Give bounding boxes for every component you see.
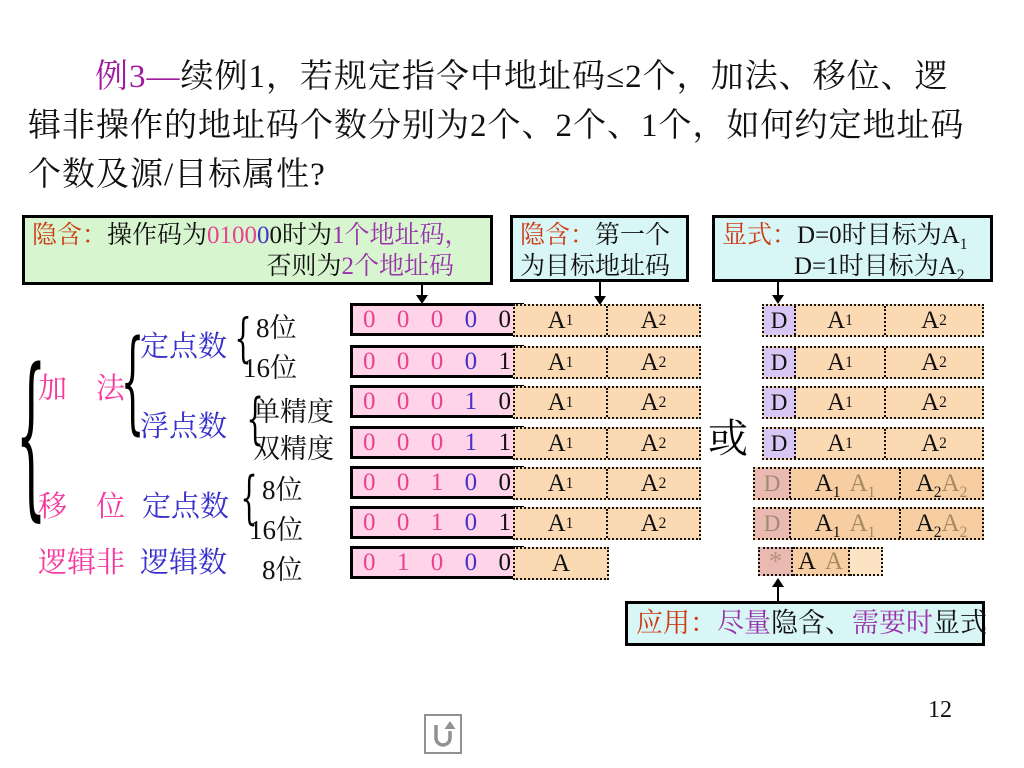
opcode-bit: 0 xyxy=(430,305,444,333)
implicit-destination-rule-box xyxy=(510,215,689,282)
rule-text: 尽量 xyxy=(717,608,771,638)
address-field: A 1 xyxy=(547,509,574,537)
rule-line xyxy=(25,220,490,251)
opcode-bit: 0 xyxy=(396,387,410,415)
opcode-bit: 0 xyxy=(498,387,511,415)
title-text: 续例1，若规定指令中地址码≤2个，加法、移位、逻 xyxy=(180,59,949,95)
address-field: A 2 xyxy=(884,388,982,417)
address-row xyxy=(513,304,701,337)
rule-text: 否则为 xyxy=(266,253,342,280)
application-rule-box xyxy=(625,601,985,646)
down-arrow-line xyxy=(599,282,601,297)
address-label: $A_2$ xyxy=(915,509,942,541)
rule-text: 第一个 xyxy=(595,222,671,249)
tree-leaf: 双精度 xyxy=(253,434,334,464)
address-field xyxy=(791,469,901,501)
rule-text: 操作码为 xyxy=(107,222,208,249)
opcode-row xyxy=(350,385,524,418)
subscript: 2 xyxy=(956,267,965,284)
address-field: A 1 xyxy=(547,348,574,376)
opcode-bit: 0 xyxy=(363,387,376,415)
rule-count: 2个地址码 xyxy=(341,253,454,280)
opcode-bit: 0 xyxy=(464,468,478,496)
address-row xyxy=(513,427,701,460)
down-arrow-line xyxy=(777,282,779,296)
opcode-bit: 0 xyxy=(363,468,376,496)
address-field: A 1 xyxy=(547,306,574,334)
tree-leaf: 16位 xyxy=(249,515,303,545)
rule-label: 隐含： xyxy=(32,222,108,249)
address-field: A xyxy=(551,549,571,577)
address-row xyxy=(513,507,701,540)
rule-line xyxy=(520,220,686,251)
brace-add: { xyxy=(120,318,145,448)
rule-text: 需要时 xyxy=(852,608,933,638)
tree-leaf: 8位 xyxy=(262,475,303,505)
opcode-black-bit: 0 xyxy=(269,222,283,249)
brace-fixed2: { xyxy=(240,465,258,532)
format-row-explicit xyxy=(762,427,984,460)
opcode-bit: 1 xyxy=(430,508,444,536)
address-field: A 2 xyxy=(606,429,699,458)
d-field: D xyxy=(764,388,796,417)
address-field: A 2 xyxy=(606,306,699,335)
rule-text: 隐含、 xyxy=(771,608,852,638)
opcode-bit: 1 xyxy=(430,468,444,496)
return-button[interactable] xyxy=(424,714,462,754)
ghost-address-label: A xyxy=(825,547,844,575)
implicit-opcode-rule-box xyxy=(22,215,493,285)
address-row xyxy=(513,386,701,419)
opcode-bit: 0 xyxy=(396,468,410,496)
star-field: * xyxy=(758,547,793,576)
ghost-address-label: $A_2$ xyxy=(941,509,968,541)
opcode-row xyxy=(350,546,524,579)
opcode-row xyxy=(350,506,524,539)
address-field: A 1 xyxy=(547,429,574,457)
ghost-d-field: D xyxy=(755,509,791,538)
opcode-row xyxy=(350,303,524,336)
ghost-address-label: $A_2$ xyxy=(941,469,968,501)
address-field: A 2 xyxy=(884,348,982,377)
address-row xyxy=(513,547,609,580)
title-highlight: 例3— xyxy=(95,59,181,95)
format-row-explicit xyxy=(762,386,984,419)
rule-label: 隐含： xyxy=(520,222,596,249)
address-field: A 2 xyxy=(606,388,699,417)
opcode-bit: 0 xyxy=(396,347,410,375)
explicit-rule-box xyxy=(712,215,993,282)
rule-count: 1个地址码， xyxy=(332,222,470,249)
opcode-bit: 1 xyxy=(464,428,478,456)
address-row xyxy=(513,346,701,379)
d-field: D xyxy=(764,429,796,458)
address-field xyxy=(901,469,982,501)
opcode-bit: 0 xyxy=(464,347,478,375)
address-row xyxy=(513,467,701,500)
opcode-bit: 0 xyxy=(430,548,444,576)
rule-label: 应用： xyxy=(636,608,717,638)
opcode-bit: 0 xyxy=(363,508,376,536)
address-label: $A_1$ xyxy=(814,469,841,501)
tree-leaf: 16位 xyxy=(243,353,297,383)
opcode-row xyxy=(350,466,524,499)
address-field: A 1 xyxy=(547,469,574,497)
brace-fixed1: { xyxy=(234,307,252,369)
opcode-bit: 0 xyxy=(396,305,410,333)
opcode-pink-bits: 0100 xyxy=(207,222,258,249)
format-row-explicit xyxy=(762,346,984,379)
address-field: A 2 xyxy=(606,469,699,498)
opcode-bit: 0 xyxy=(464,305,478,333)
address-field: A 1 xyxy=(827,306,853,334)
d-field: D xyxy=(764,348,796,377)
opcode-bit: 0 xyxy=(396,428,410,456)
ghost-d-field: D xyxy=(755,469,791,498)
up-arrow-line xyxy=(777,586,779,601)
rule-text: 时为 xyxy=(282,222,333,249)
opcode-bit: 0 xyxy=(498,548,511,576)
format-row-single xyxy=(758,547,883,576)
opcode-bit: 0 xyxy=(363,305,376,333)
opcode-bit: 0 xyxy=(363,548,376,576)
rule-text: 显式 xyxy=(933,608,987,638)
tree-type-fixed2: 定点数 xyxy=(142,491,230,523)
ghost-address-label: $A_1$ xyxy=(849,469,876,501)
opcode-bit: 0 xyxy=(430,428,444,456)
subscript: 1 xyxy=(959,236,968,253)
format-row-ghost xyxy=(753,507,984,540)
tree-leaf: 单精度 xyxy=(253,397,334,427)
rule-text: D=0时目标为A xyxy=(797,222,960,249)
address-field xyxy=(901,509,982,541)
opcode-bit: 1 xyxy=(498,508,511,536)
tree-op-shift: 移 位 xyxy=(38,491,126,523)
opcode-blue-bit: 0 xyxy=(257,222,270,249)
opcode-bit: 1 xyxy=(396,548,410,576)
opcode-bit: 0 xyxy=(430,347,444,375)
format-row-ghost xyxy=(753,467,984,500)
page-title-line1 xyxy=(95,50,949,97)
opcode-bit: 0 xyxy=(464,548,478,576)
tree-leaf: 8位 xyxy=(262,555,303,585)
tree-op-not: 逻辑非 xyxy=(38,547,126,579)
rule-line: 为目标地址码 xyxy=(520,253,671,280)
opcode-bit: 1 xyxy=(498,347,511,375)
opcode-bit: 1 xyxy=(498,428,511,456)
rule-text: D=1时目标为A xyxy=(794,253,957,280)
or-label: 或 xyxy=(708,416,748,461)
address-field: A 2 xyxy=(606,348,699,377)
opcode-row xyxy=(350,345,524,378)
address-field xyxy=(793,547,850,576)
page-title-line3: 个数及源/目标属性? xyxy=(28,157,326,193)
address-label: $A_1$ xyxy=(814,509,841,541)
brace-outer: { xyxy=(15,332,47,540)
address-field: A 1 xyxy=(547,388,574,416)
address-field xyxy=(791,509,901,541)
rule-line xyxy=(722,220,990,251)
page-title-line2: 辑非操作的地址码个数分别为2个、2个、1个，如何约定地址码 xyxy=(28,108,965,144)
opcode-bit: 0 xyxy=(464,508,478,536)
opcode-bit: 0 xyxy=(363,347,376,375)
opcode-bit: 0 xyxy=(363,428,376,456)
tree-leaf: 8位 xyxy=(256,313,297,343)
down-arrow-icon xyxy=(772,295,784,304)
address-label: A xyxy=(797,547,816,575)
opcode-bit: 0 xyxy=(498,468,511,496)
page-number: 12 xyxy=(928,697,952,723)
opcode-row xyxy=(350,426,524,459)
address-field: A 1 xyxy=(827,429,853,457)
address-field: A 1 xyxy=(827,388,853,416)
opcode-bit: 0 xyxy=(498,305,511,333)
address-field: A 2 xyxy=(884,429,982,458)
address-field: A 2 xyxy=(884,306,982,335)
address-field: A 2 xyxy=(606,509,699,538)
tree-type-logic: 逻辑数 xyxy=(140,547,228,579)
tree-type-float: 浮点数 xyxy=(140,411,228,443)
brace-float: { xyxy=(246,387,264,452)
address-label: $A_2$ xyxy=(915,469,942,501)
rule-line xyxy=(722,251,990,282)
opcode-bit: 1 xyxy=(464,387,478,415)
opcode-bit: 0 xyxy=(430,387,444,415)
opcode-bit: 0 xyxy=(396,508,410,536)
tree-op-add: 加 法 xyxy=(38,373,126,405)
u-turn-arrow-icon xyxy=(429,719,457,749)
ghost-address-label: $A_1$ xyxy=(849,509,876,541)
empty-field xyxy=(850,547,883,576)
d-field: D xyxy=(764,306,796,335)
format-row-explicit xyxy=(762,304,984,337)
rule-line xyxy=(25,251,490,282)
tree-type-fixed1: 定点数 xyxy=(140,331,228,363)
rule-label: 显式： xyxy=(722,222,798,249)
address-field: A 1 xyxy=(827,348,853,376)
